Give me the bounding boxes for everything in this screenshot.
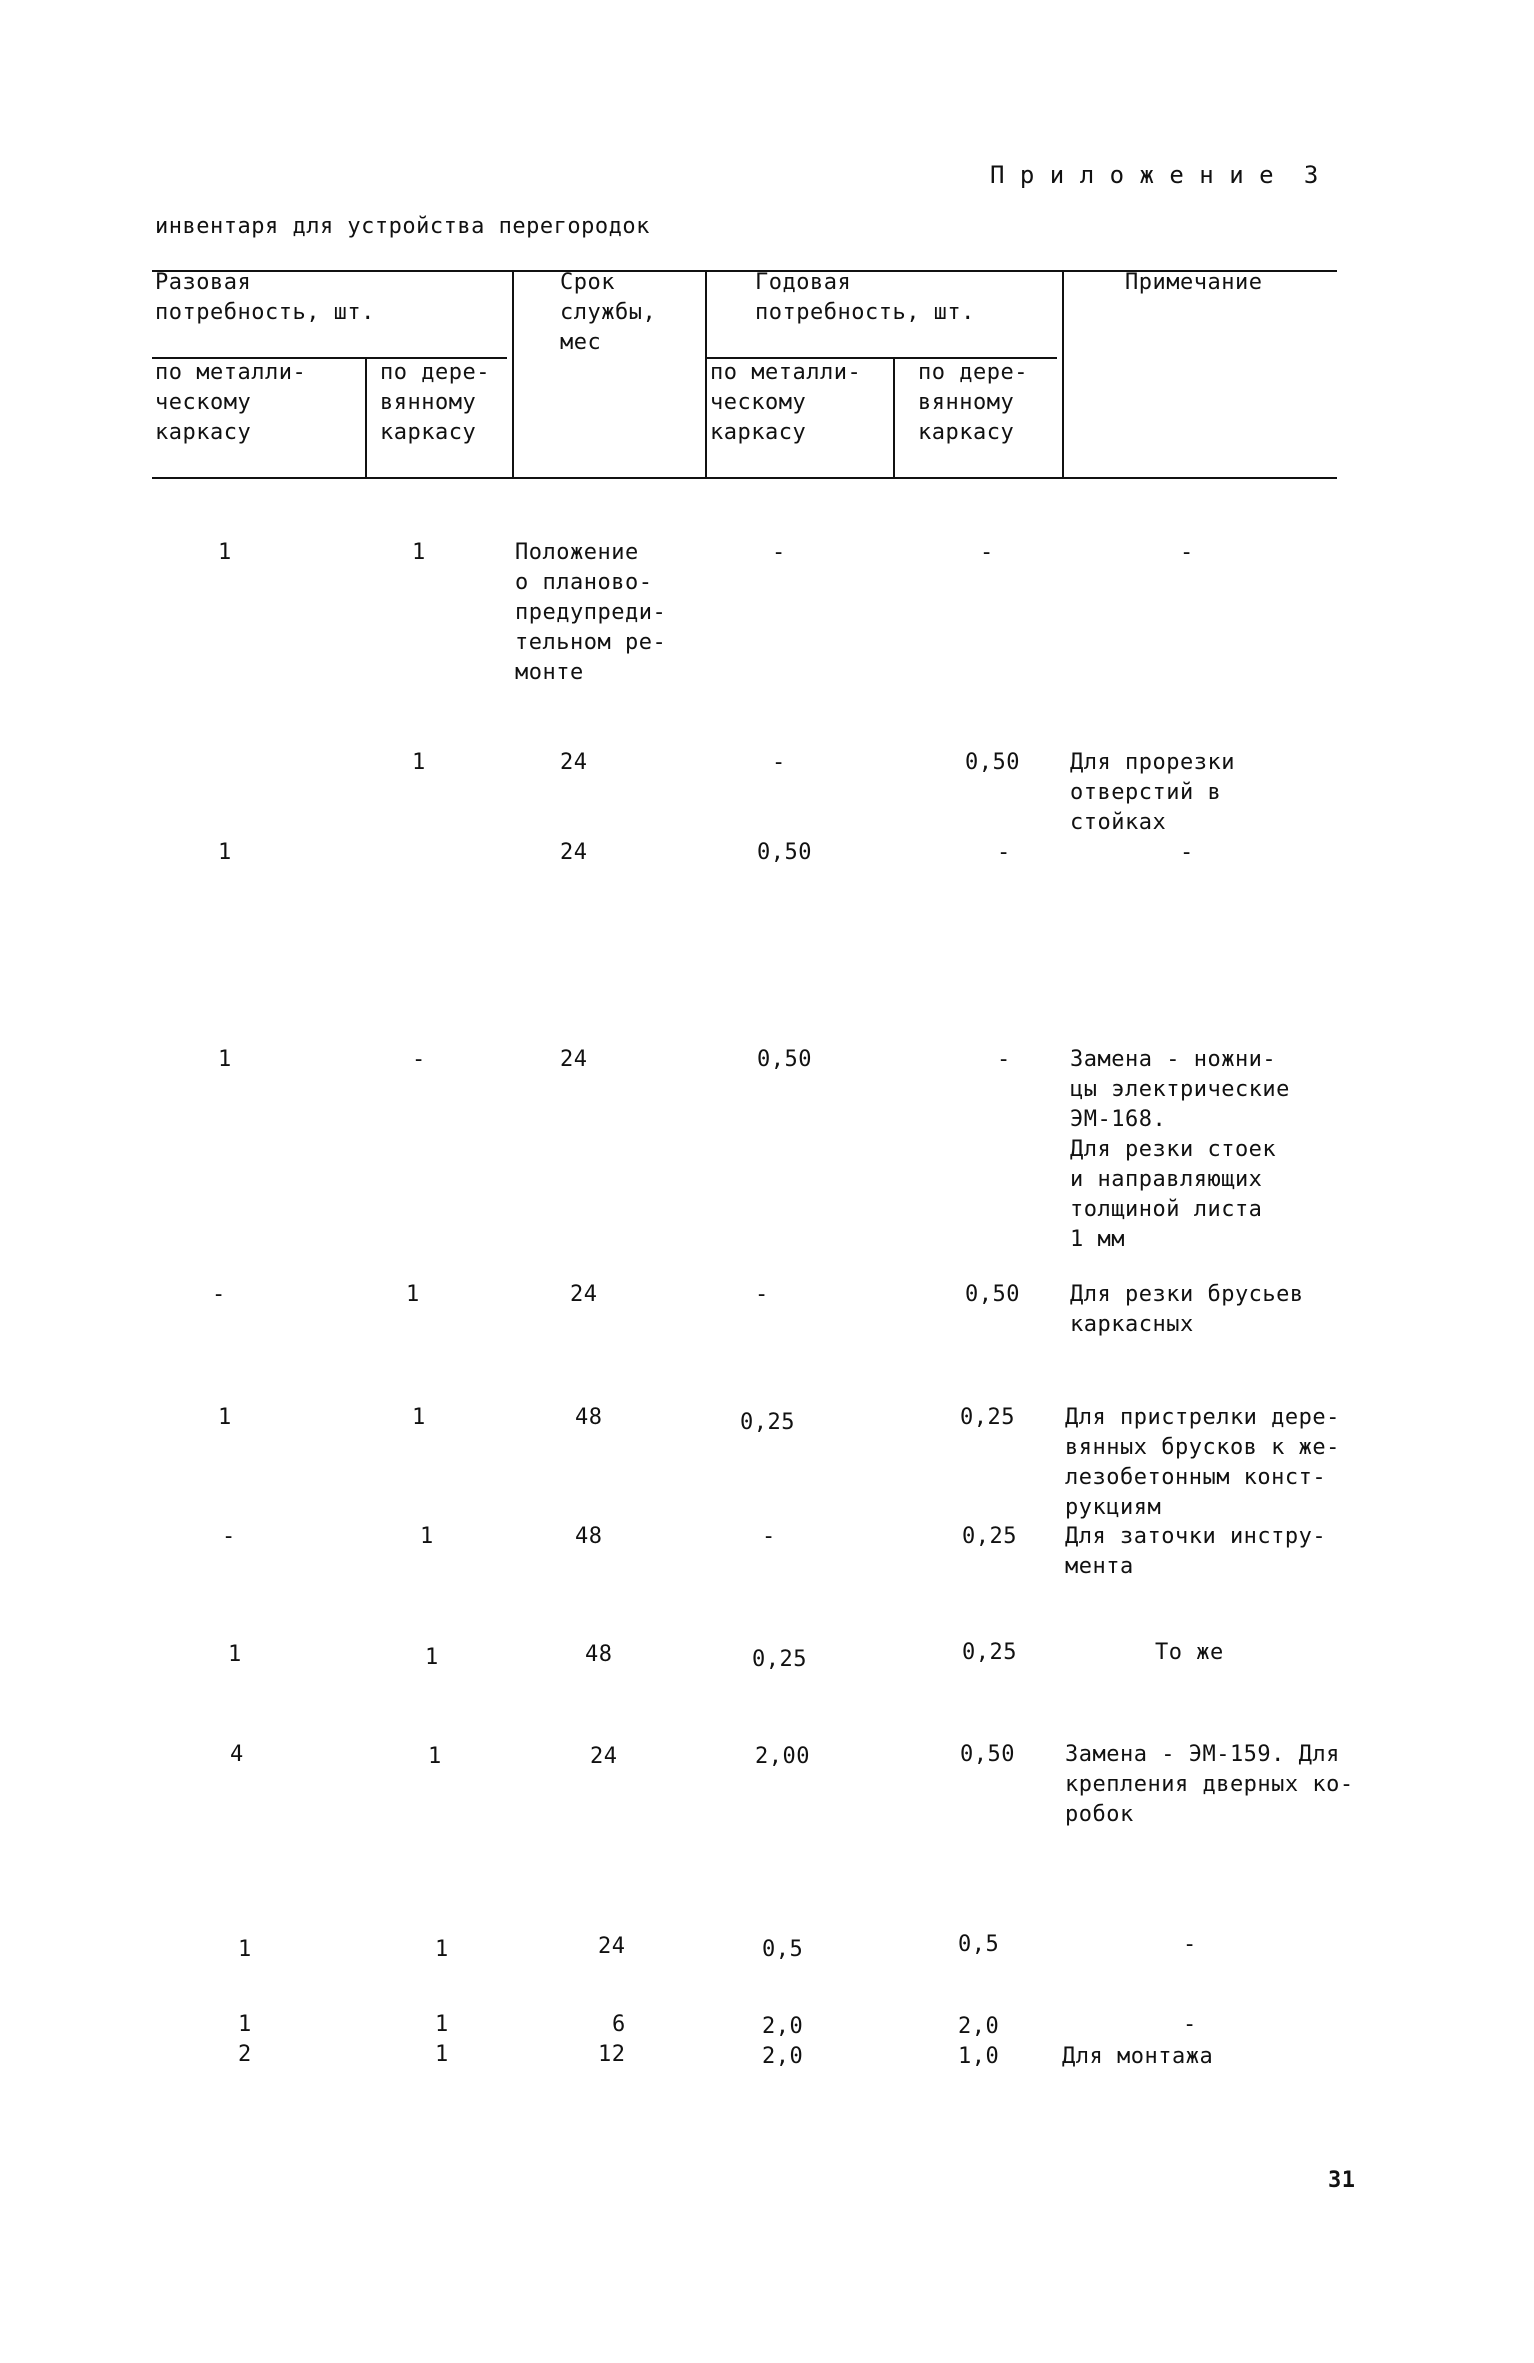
cell-service-life: 48 [575,1405,603,1430]
cell-annual-wood: 0,5 [958,1932,1000,1957]
cell-service-life: 24 [570,1282,598,1307]
header-wood-frame-1: по дере- вянному каркасу [380,360,490,445]
cell-one-time-wood: 1 [412,540,426,565]
cell-annual-metal: 0,25 [740,1410,795,1435]
cell-annual-metal: 0,50 [757,1047,812,1072]
cell-one-time-metal: 4 [230,1742,244,1767]
cell-one-time-metal: - [222,1524,236,1549]
cell-annual-wood: 2,0 [958,2014,1000,2039]
cell-service-life: 12 [598,2042,626,2067]
cell-annual-wood: 0,25 [962,1524,1017,1549]
cell-one-time-metal: 1 [218,540,232,565]
cell-service-life: 6 [612,2012,626,2037]
header-wood-frame-2: по дере- вянному каркасу [918,360,1028,445]
cell-note: Для резки брусьев каркасных [1070,1282,1304,1337]
cell-annual-wood: 0,50 [960,1742,1015,1767]
cell-annual-metal: 0,5 [762,1937,804,1962]
cell-service-life: 24 [560,750,588,775]
cell-note: Для заточки инстру- мента [1065,1524,1327,1579]
cell-one-time-metal: 1 [238,2012,252,2037]
header-metal-frame-2: по металли- ческому каркасу [710,360,862,445]
cell-annual-wood: 0,25 [960,1405,1015,1430]
page-subtitle: инвентаря для устройства перегородок [155,214,650,239]
header-one-time-need: Разовая потребность, шт. [155,270,375,325]
cell-one-time-wood: 1 [420,1524,434,1549]
divider-col5 [1062,270,1064,477]
cell-annual-wood: - [997,840,1011,865]
appendix-label: П р и л о ж е н и е 3 [990,161,1319,189]
divider-col2 [512,270,514,477]
cell-note: Для монтажа [1062,2044,1214,2069]
cell-one-time-wood: 1 [406,1282,420,1307]
table-header-bottom-rule [152,477,1337,479]
cell-annual-metal: 2,00 [755,1744,810,1769]
cell-one-time-metal: 1 [238,1937,252,1962]
cell-annual-wood: - [997,1047,1011,1072]
cell-annual-wood: 0,50 [965,750,1020,775]
cell-annual-metal: 2,0 [762,2014,804,2039]
cell-one-time-wood: 1 [412,750,426,775]
cell-annual-metal: - [755,1282,769,1307]
header-metal-frame-1: по металли- ческому каркасу [155,360,307,445]
divider-col1 [365,357,367,477]
cell-one-time-wood: 1 [412,1405,426,1430]
cell-annual-wood: 0,25 [962,1640,1017,1665]
cell-service-life: 48 [585,1642,613,1667]
cell-service-life: 48 [575,1524,603,1549]
cell-annual-wood: - [980,540,994,565]
cell-note: - [1183,2012,1197,2037]
cell-annual-metal: - [772,540,786,565]
cell-note: Замена - ножни- цы электрические ЭМ-168. Для резки стоек и направляющих толщиной листа 1 мм [1070,1047,1290,1252]
cell-annual-metal: - [772,750,786,775]
cell-note: Замена - ЭМ-159. Для крепления дверных ко- робок [1065,1742,1354,1827]
cell-one-time-metal: 1 [228,1642,242,1667]
page-number: 31 [1328,2168,1356,2193]
cell-one-time-metal: - [212,1282,226,1307]
cell-one-time-wood: - [412,1047,426,1072]
cell-annual-wood: 1,0 [958,2044,1000,2069]
cell-one-time-wood: 1 [435,2012,449,2037]
cell-note: Для пристрелки дере- вянных брусков к же- лезобетонным конст- рукциям [1065,1405,1340,1520]
cell-service-life: 24 [598,1934,626,1959]
cell-one-time-metal: 1 [218,840,232,865]
header-service-life: Срок службы, мес [560,270,657,355]
cell-service-life: 24 [560,840,588,865]
cell-one-time-metal: 1 [218,1047,232,1072]
cell-one-time-wood: 1 [425,1645,439,1670]
cell-service-life: 24 [560,1047,588,1072]
cell-service-life: 24 [590,1744,618,1769]
cell-annual-wood: 0,50 [965,1282,1020,1307]
divider-col3 [705,270,707,477]
cell-note: Для прорезки отверстий в стойках [1070,750,1235,835]
cell-one-time-wood: 1 [435,2042,449,2067]
cell-annual-metal: 0,50 [757,840,812,865]
cell-note: - [1183,1932,1197,1957]
header-annual-need: Годовая потребность, шт. [755,270,975,325]
cell-one-time-metal: 2 [238,2042,252,2067]
cell-service-life: Положение о планово- предупреди- тельном ре- монте [515,540,667,685]
divider-col4 [893,357,895,477]
header-note: Примечание [1125,270,1263,295]
cell-one-time-wood: 1 [428,1744,442,1769]
cell-note: То же [1155,1640,1224,1665]
cell-note: - [1180,840,1194,865]
cell-annual-metal: 0,25 [752,1647,807,1672]
cell-annual-metal: - [762,1524,776,1549]
cell-note: - [1180,540,1194,565]
cell-annual-metal: 2,0 [762,2044,804,2069]
cell-one-time-metal: 1 [218,1405,232,1430]
cell-one-time-wood: 1 [435,1937,449,1962]
